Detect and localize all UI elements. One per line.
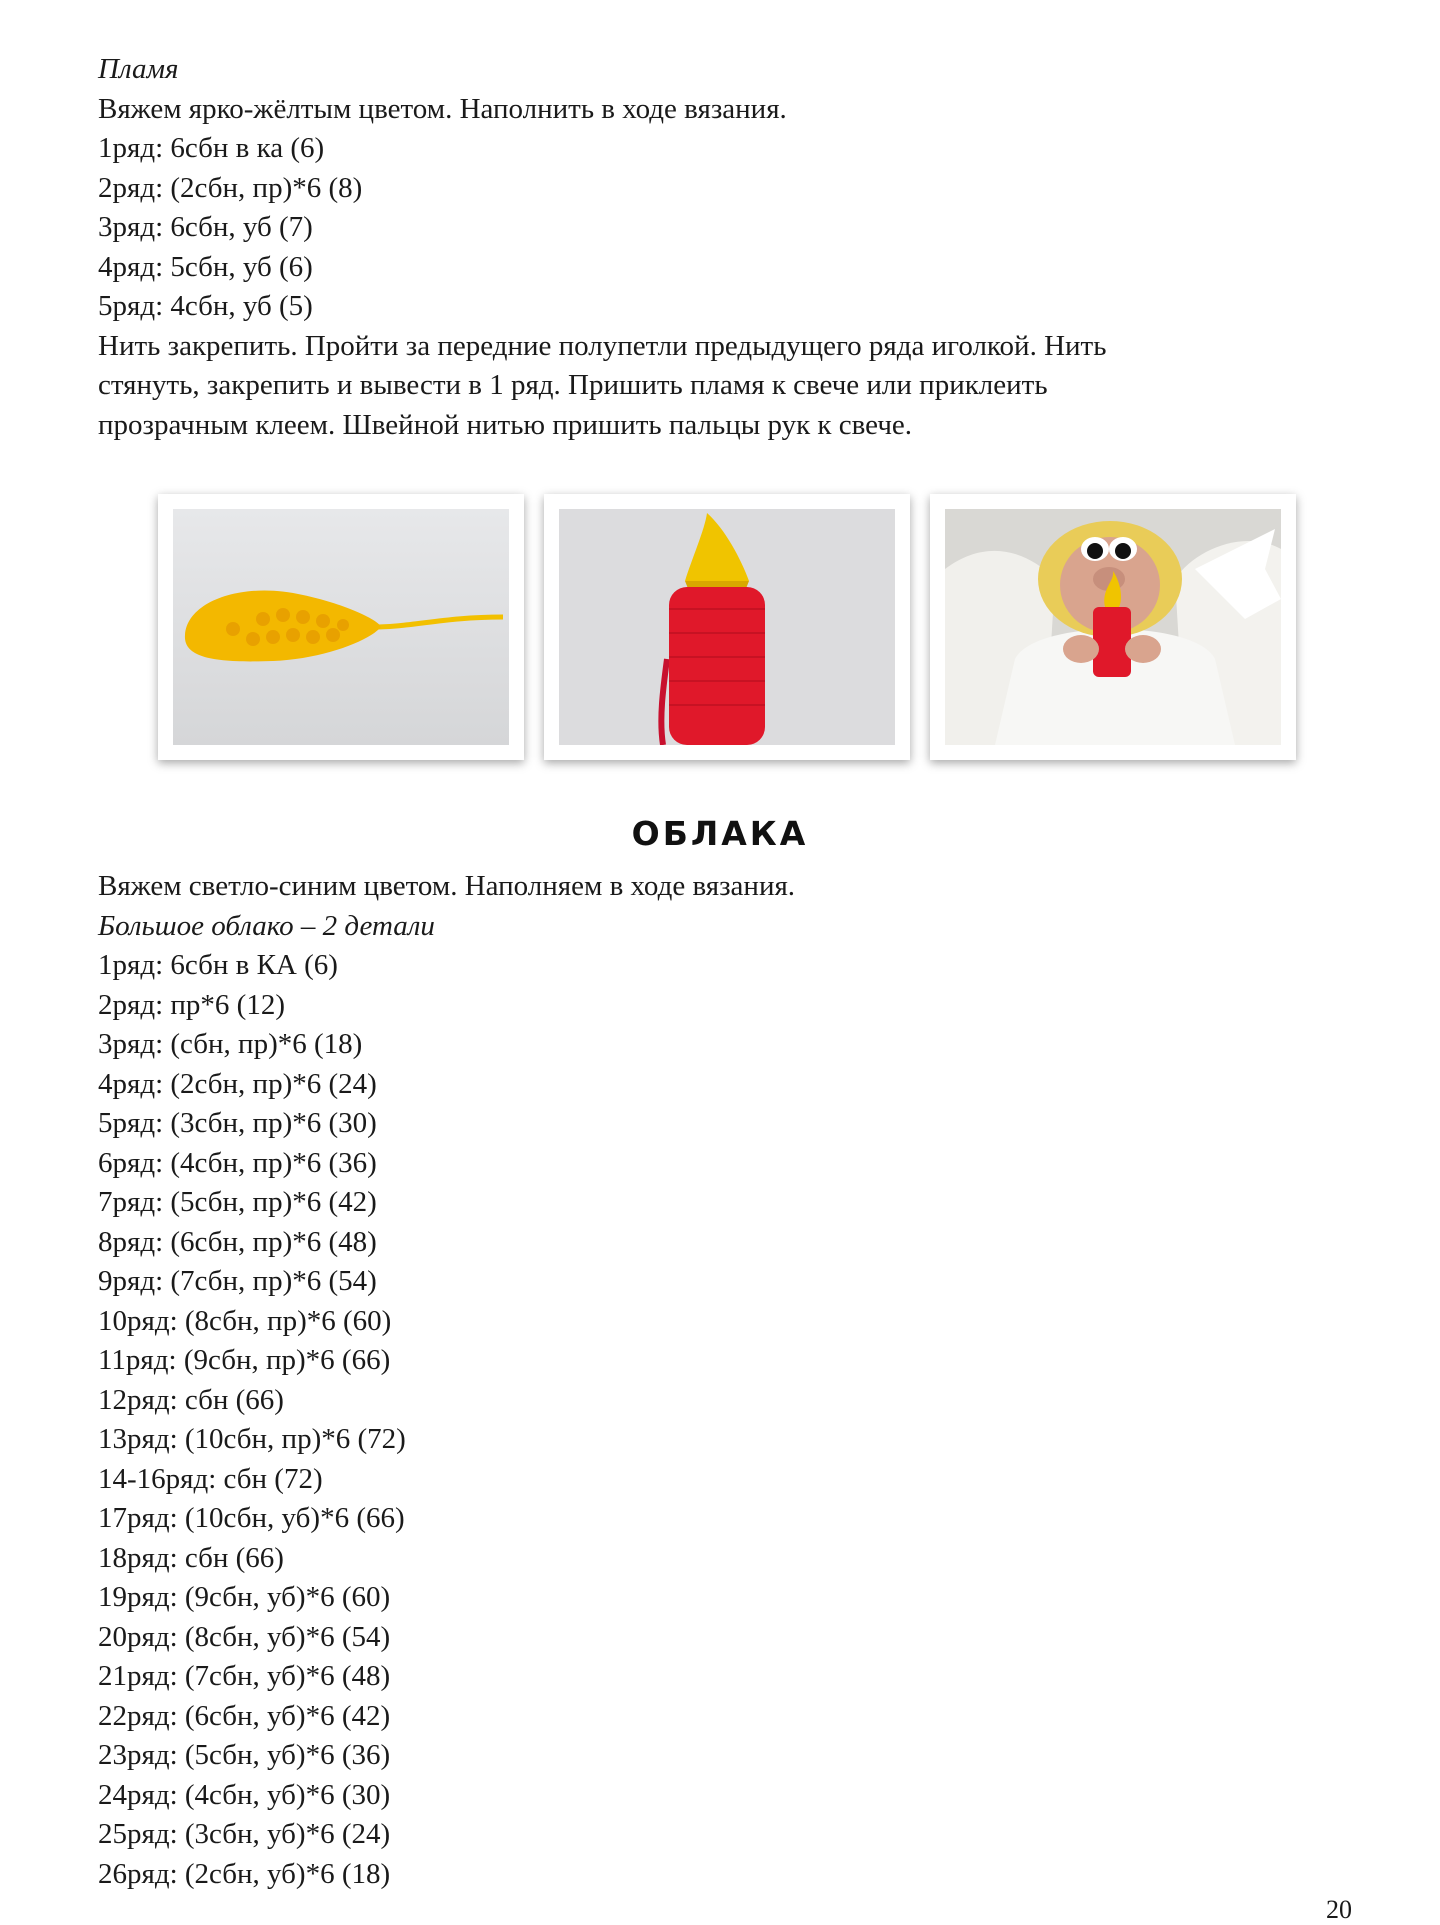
yellow-flame-photo: [158, 494, 524, 760]
flame-row: 5ряд: 4сбн, уб (5): [98, 290, 313, 322]
angel-with-candle-photo: [930, 494, 1296, 760]
clouds-row: 21ряд: (7сбн, уб)*6 (48): [98, 1660, 391, 1692]
flame-instruction-line: прозрачным клеем. Швейной нитью пришить пальцы рук к свече.: [98, 408, 913, 441]
clouds-row: 10ряд: (8сбн, пр)*6 (60): [98, 1304, 392, 1337]
clouds-heading: ОБЛАКА: [631, 814, 809, 853]
clouds-row: 7ряд: (5сбн, пр)*6 (42): [98, 1186, 377, 1218]
clouds-row: 17ряд: (10сбн, уб)*6 (66): [98, 1502, 405, 1534]
clouds-subtitle: Большое облако – 2 детали: [98, 909, 435, 942]
red-candle-illustration: [559, 509, 895, 745]
flame-title: Пламя: [98, 53, 179, 85]
flame-row: 3ряд: 6сбн, уб (7): [98, 211, 313, 243]
page-number: 20: [1326, 1895, 1352, 1924]
clouds-section: [98, 867, 1348, 1894]
clouds-row: 14-16ряд: сбн (72): [98, 1462, 323, 1495]
clouds-row: 4ряд: (2сбн, пр)*6 (24): [98, 1067, 377, 1100]
clouds-row: 12ряд: сбн (66): [98, 1383, 284, 1416]
red-candle-photo: [544, 494, 910, 760]
clouds-row: 23ряд: (5сбн, уб)*6 (36): [98, 1739, 391, 1771]
clouds-row: 18ряд: сбн (66): [98, 1541, 284, 1574]
clouds-row: 6ряд: (4сбн, пр)*6 (36): [98, 1146, 377, 1179]
clouds-row: 11ряд: (9сбн, пр)*6 (66): [98, 1344, 391, 1376]
clouds-row: 1ряд: 6сбн в КА (6): [98, 949, 338, 981]
clouds-row: 20ряд: (8сбн, уб)*6 (54): [98, 1620, 391, 1653]
clouds-row: 22ряд: (6сбн, уб)*6 (42): [98, 1699, 391, 1732]
flame-row: 1ряд: 6сбн в ка (6): [98, 132, 325, 164]
clouds-row: 3ряд: (сбн, пр)*6 (18): [98, 1028, 363, 1060]
yellow-flame-illustration: [173, 509, 509, 745]
flame-intro: Вяжем ярко-жёлтым цветом. Наполнить в ходе вязания.: [98, 92, 787, 125]
flame-row: 4ряд: 5сбн, уб (6): [98, 250, 313, 283]
clouds-row: 8ряд: (6сбн, пр)*6 (48): [98, 1225, 377, 1258]
photo-strip: [158, 494, 1296, 764]
clouds-row: 2ряд: пр*6 (12): [98, 988, 285, 1021]
flame-instruction-line: стянуть, закрепить и вывести в 1 ряд. Пришить пламя к свече или приклеить: [98, 369, 1048, 401]
clouds-row: 5ряд: (3сбн, пр)*6 (30): [98, 1107, 377, 1139]
clouds-row: 9ряд: (7сбн, пр)*6 (54): [98, 1265, 377, 1297]
flame-instruction-line: Нить закрепить. Пройти за передние полупетли предыдущего ряда иголкой. Нить: [98, 329, 1107, 362]
clouds-row: 13ряд: (10сбн, пр)*6 (72): [98, 1423, 406, 1455]
clouds-row: 24ряд: (4сбн, уб)*6 (30): [98, 1778, 391, 1811]
angel-illustration: [945, 509, 1281, 745]
flame-row: 2ряд: (2сбн, пр)*6 (8): [98, 171, 363, 204]
clouds-row: 25ряд: (3сбн, уб)*6 (24): [98, 1818, 391, 1850]
clouds-intro: Вяжем светло-синим цветом. Наполняем в ходе вязания.: [98, 870, 796, 902]
clouds-row: 19ряд: (9сбн, уб)*6 (60): [98, 1581, 391, 1613]
clouds-row: 26ряд: (2сбн, уб)*6 (18): [98, 1857, 391, 1890]
flame-section: [98, 50, 1348, 445]
